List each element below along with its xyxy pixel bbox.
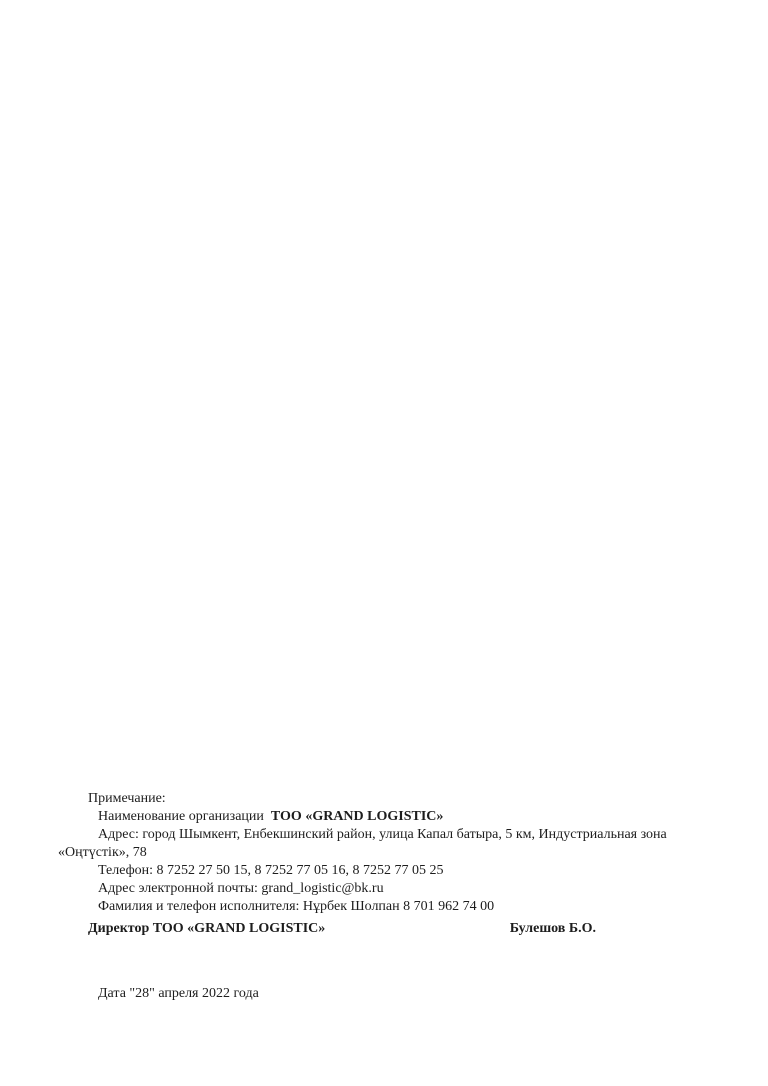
signature-row [88,921,596,937]
date-line: Дата "28" апреля 2022 года [98,986,259,1001]
notes-heading: Примечание: [88,791,166,806]
org-name: ТОО «GRAND LOGISTIC» [270,809,444,824]
note-executive: Фамилия и телефон исполнителя: Нұрбек Шолпан 8 701 962 74 00 [98,899,495,914]
note-email: Адрес электронной почты: grand_logistic@bk.ru [98,881,384,896]
director-name: Булешов Б.О. [509,921,596,936]
note-organization [58,808,720,826]
notes-section [58,790,720,916]
org-prefix: Наименование организации [98,809,271,824]
note-address: Адрес: город Шымкент, Енбекшинский район, улица Капал батыра, 5 км, Индустриальная зона «Оңтүстік», 78 [58,827,671,860]
director-title: Директор ТОО «GRAND LOGISTIC» [88,921,326,936]
note-phone: Телефон: 8 7252 27 50 15, 8 7252 77 05 16, 8 7252 77 05 25 [98,863,444,878]
